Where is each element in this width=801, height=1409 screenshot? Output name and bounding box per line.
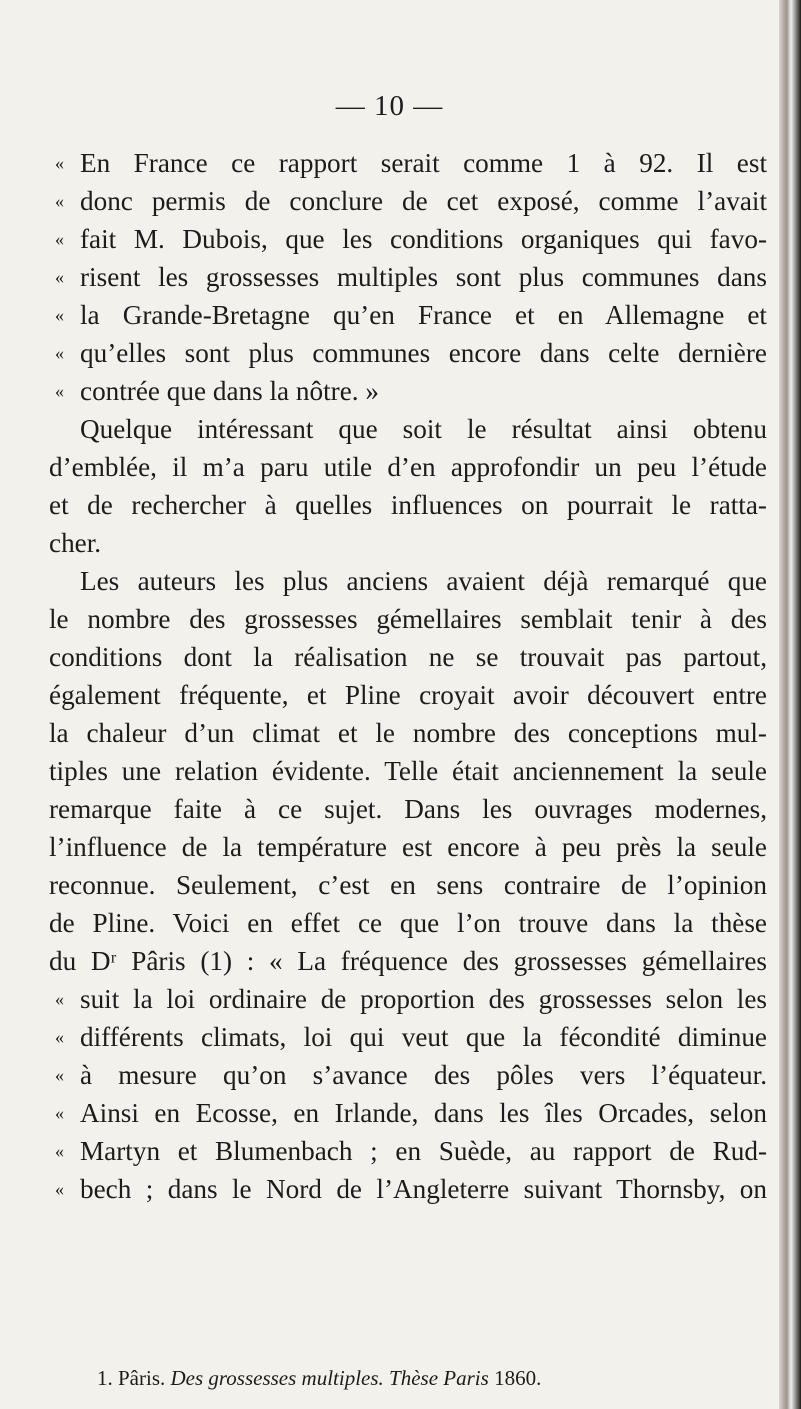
footnote-year: 1860. <box>494 1366 542 1390</box>
line-text: conditions dont la réalisation ne se trouvait pas partout, <box>49 642 767 672</box>
line-text: de Pline. Voici en effet ce que l’on trouve dans la thèse <box>49 908 767 938</box>
line-text: à mesure qu’on s’avance des pôles vers l’équateur. <box>80 1060 767 1090</box>
line-text: bech ; dans le Nord de l’Angleterre suivant Thornsby, on <box>80 1174 767 1204</box>
quote-mark: « <box>55 1065 64 1085</box>
text-line <box>55 980 767 1018</box>
line-text: Ainsi en Ecosse, en Irlande, dans les îles Orcades, selon <box>80 1098 767 1128</box>
text-line <box>49 866 767 904</box>
text-line <box>55 372 379 410</box>
quote-mark: « <box>55 229 64 249</box>
text-line <box>55 334 767 372</box>
text-line <box>49 752 767 790</box>
text-line <box>55 220 767 258</box>
text-line <box>55 296 767 334</box>
line-text: contrée que dans la nôtre. » <box>80 376 379 406</box>
line-text: la chaleur d’un climat et le nombre des conceptions mul- <box>49 718 767 748</box>
text-line <box>49 904 767 942</box>
line-text: le nombre des grossesses gémellaires semblait tenir à des <box>49 604 767 634</box>
line-text: la Grande-Bretagne qu’en France et en Allemagne et <box>80 300 767 330</box>
quote-mark: « <box>55 381 64 401</box>
quote-mark: « <box>55 1179 64 1199</box>
line-text: tiples une relation évidente. Telle était anciennement la seule <box>49 756 767 786</box>
text-line <box>49 714 767 752</box>
line-text: différents climats, loi qui veut que la fécondité diminue <box>80 1022 767 1052</box>
text-line <box>55 1094 767 1132</box>
text-line <box>55 182 767 220</box>
text-line <box>49 790 767 828</box>
quote-mark: « <box>55 153 64 173</box>
page-edge-shadow <box>779 0 801 1409</box>
line-text: qu’elles sont plus communes encore dans celte dernière <box>80 338 767 368</box>
text-line <box>49 942 767 980</box>
line-text: Quelque intéressant que soit le résultat ainsi obtenu <box>80 414 767 444</box>
quote-mark: « <box>55 343 64 363</box>
text-line <box>49 600 767 638</box>
line-text: également fréquente, et Pline croyait avoir découvert entre <box>49 680 767 710</box>
footnote <box>97 1364 541 1392</box>
line-text: donc permis de conclure de cet exposé, comme l’avait <box>80 186 767 216</box>
quote-mark: « <box>55 1141 64 1161</box>
quote-mark: « <box>55 1027 64 1047</box>
text-line <box>49 828 767 866</box>
line-text: En France ce rapport serait comme 1 à 92. Il est <box>80 148 767 178</box>
line-text: du Dʳ Pâris (1) : « La fréquence des grossesses gémellaires <box>49 946 767 976</box>
line-text: Martyn et Blumenbach ; en Suède, au rapport de Rud- <box>80 1136 767 1166</box>
line-text: cher. <box>49 528 102 558</box>
line-text: risent les grossesses multiples sont plus communes dans <box>80 262 767 292</box>
text-line <box>49 638 767 676</box>
line-text: remarque faite à ce sujet. Dans les ouvrages modernes, <box>49 794 767 824</box>
page-number: — 10 — <box>335 90 444 122</box>
text-line <box>49 524 101 562</box>
text-line <box>49 448 767 486</box>
footnote-title: Des grossesses multiples. Thèse Paris <box>170 1366 489 1390</box>
quote-mark: « <box>55 1103 64 1123</box>
line-text: d’emblée, il m’a paru utile d’en approfondir un peu l’étude <box>49 452 767 482</box>
footnote-number: 1. Pâris. <box>97 1366 166 1390</box>
text-line <box>49 676 767 714</box>
quote-mark: « <box>55 989 64 1009</box>
line-text: l’influence de la température est encore à peu près la seule <box>49 832 767 862</box>
text-line <box>55 1132 767 1170</box>
text-line <box>55 1056 767 1094</box>
quote-mark: « <box>55 305 64 325</box>
line-text: et de rechercher à quelles influences on pourrait le ratta- <box>49 490 767 520</box>
text-line <box>80 562 767 600</box>
line-text: Les auteurs les plus anciens avaient déjà remarqué que <box>80 566 767 596</box>
text-line <box>55 1018 767 1056</box>
line-text: fait M. Dubois, que les conditions organiques qui favo- <box>80 224 767 254</box>
quote-mark: « <box>55 267 64 287</box>
text-line <box>49 486 767 524</box>
line-text: suit la loi ordinaire de proportion des grossesses selon les <box>80 984 767 1014</box>
text-line <box>55 144 767 182</box>
text-line <box>80 410 767 448</box>
text-line <box>55 258 767 296</box>
quote-mark: « <box>55 191 64 211</box>
text-line <box>55 1170 767 1208</box>
line-text: reconnue. Seulement, c’est en sens contraire de l’opinion <box>49 870 767 900</box>
